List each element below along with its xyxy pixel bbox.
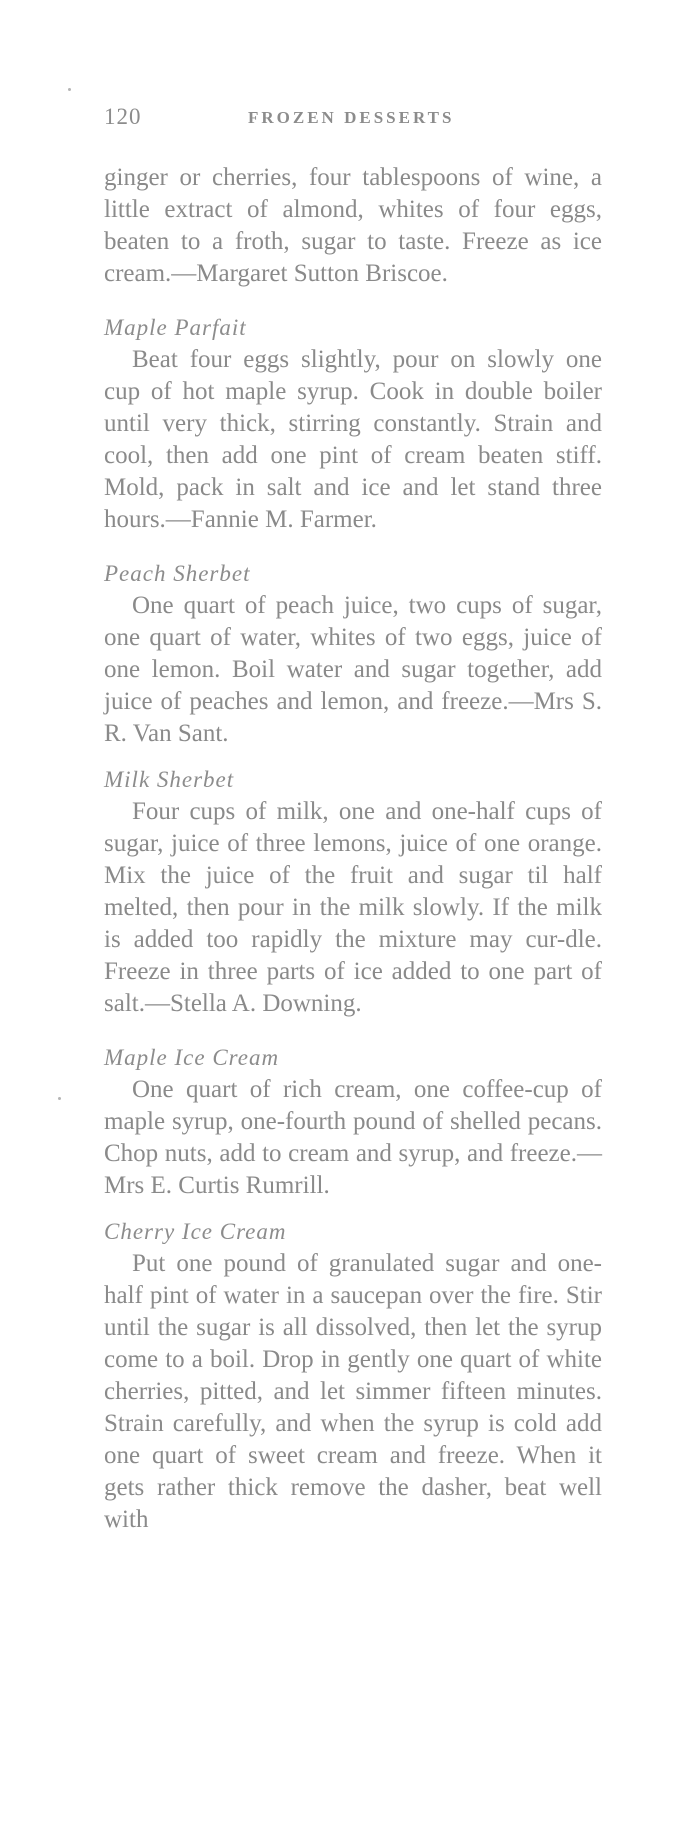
recipe-text: Put one pound of granulated sugar and one-half pint of water in a saucepan over the fire. Stir until the sugar is all dissolved, then let the syrup come to a boil. Drop in gently one quart of white cherries, pitted, and let simmer fifteen minutes. Strain carefully, and when the syrup is cold add one quart of sweet cream and freeze. When it gets rather thick remove the dasher, beat well with (104, 1250, 602, 1533)
recipe-peach-sherbet (104, 558, 602, 750)
recipe-cherry-ice-cream (104, 1216, 602, 1536)
margin-speck (68, 88, 71, 91)
recipe-title: Milk Sherbet (104, 767, 235, 792)
recipe-text: One quart of rich cream, one coffee-cup of maple syrup, one-fourth pound of shelled pecans. Chop nuts, add to cream and syrup, and freeze.—Mrs E. Curtis Rumrill. (104, 1076, 602, 1199)
recipe-maple-parfait (104, 312, 602, 536)
page-number: 120 (104, 104, 142, 129)
recipe-maple-ice-cream (104, 1042, 602, 1202)
intro-paragraph: ginger or cherries, four tablespoons of wine, a little extract of almond, whites of four eggs, beaten to a froth, sugar to taste. Freeze as ice cream.—Margaret Sutton Briscoe. (104, 164, 602, 287)
recipe-title: Cherry Ice Cream (104, 1219, 287, 1244)
page-header (104, 104, 602, 132)
recipe-text: Four cups of milk, one and one-half cups of sugar, juice of three lemons, juice of one orange. Mix the juice of the fruit and sugar til half melted, then pour in the milk slowly. If the milk is added too rapidly the mixture may cur-dle. Freeze in three parts of ice added to one part of salt.—Stella A. Downing. (104, 798, 602, 1017)
recipe-title: Peach Sherbet (104, 561, 251, 586)
recipe-milk-sherbet (104, 764, 602, 1020)
recipe-title: Maple Ice Cream (104, 1045, 280, 1070)
margin-speck (58, 1097, 61, 1100)
recipe-title: Maple Parfait (104, 315, 247, 340)
page-body (104, 162, 602, 1536)
running-title: FROZEN DESSERTS (248, 108, 455, 127)
recipe-text: Beat four eggs slightly, pour on slowly one cup of hot maple syrup. Cook in double boiler until very thick, stirring constantly. Strain and cool, then add one pint of cream beaten stiff. Mold, pack in salt and ice and let stand three hours.—Fannie M. Farmer. (104, 346, 602, 533)
recipe-text: One quart of peach juice, two cups of sugar, one quart of water, whites of two eggs, juice of one lemon. Boil water and sugar together, add juice of peaches and lemon, and freeze.—Mrs S. R. Van Sant. (104, 592, 602, 747)
